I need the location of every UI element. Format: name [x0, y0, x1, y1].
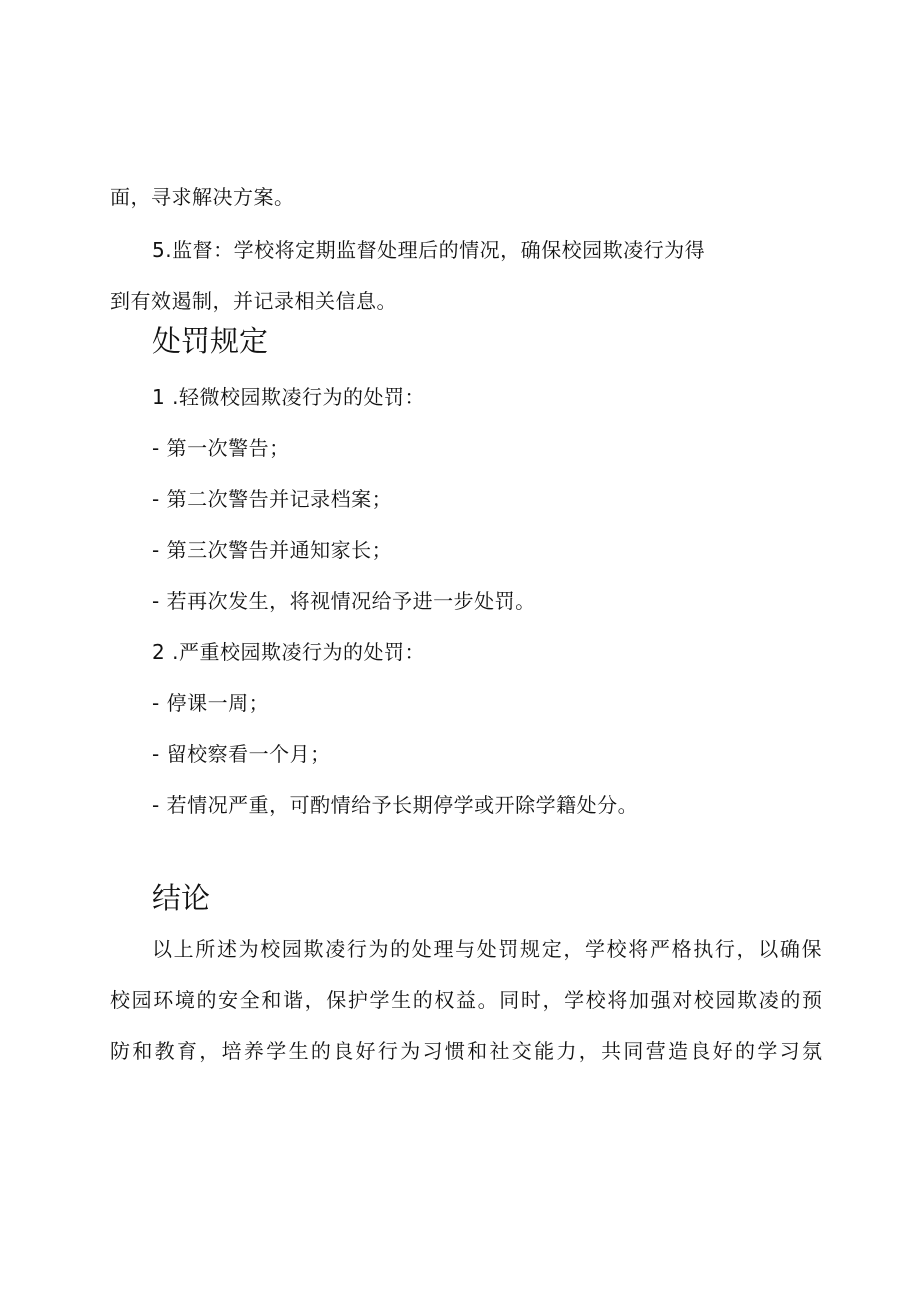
intro-line-2: 5.监督：学校将定期监督处理后的情况，确保校园欺凌行为得 — [152, 238, 706, 262]
conclusion-line-2: 校园环境的安全和谐，保护学生的权益。同时，学校将加强对校园欺凌的预 — [110, 988, 822, 1012]
minor-item-1: - 第一次警告； — [152, 436, 290, 460]
serious-item-3: - 若情况严重，可酌情给予长期停学或开除学籍处分。 — [152, 793, 639, 817]
minor-item-3: - 第三次警告并通知家长； — [152, 538, 393, 562]
conclusion-line-3: 防和教育，培养学生的良好行为习惯和社交能力，共同营造良好的学习氛 — [110, 1039, 822, 1063]
intro-line-1: 面，寻求解决方案。 — [110, 185, 295, 209]
minor-item-2: - 第二次警告并记录档案； — [152, 487, 393, 511]
punishment-heading: 处罚规定 — [152, 324, 269, 358]
serious-title: 2 .严重校园欺凌行为的处罚： — [152, 640, 425, 664]
conclusion-heading: 结论 — [152, 881, 211, 915]
intro-line-3: 到有效遏制，并记录相关信息。 — [110, 289, 397, 313]
minor-title: 1 .轻微校园欺凌行为的处罚： — [152, 385, 425, 409]
serious-item-1: - 停课一周； — [152, 691, 270, 715]
minor-item-4: - 若再次发生，将视情况给予进一步处罚。 — [152, 589, 536, 613]
conclusion-line-1: 以上所述为校园欺凌行为的处理与处罚规定，学校将严格执行，以确保 — [152, 937, 822, 961]
serious-item-2: - 留校察看一个月； — [152, 742, 331, 766]
